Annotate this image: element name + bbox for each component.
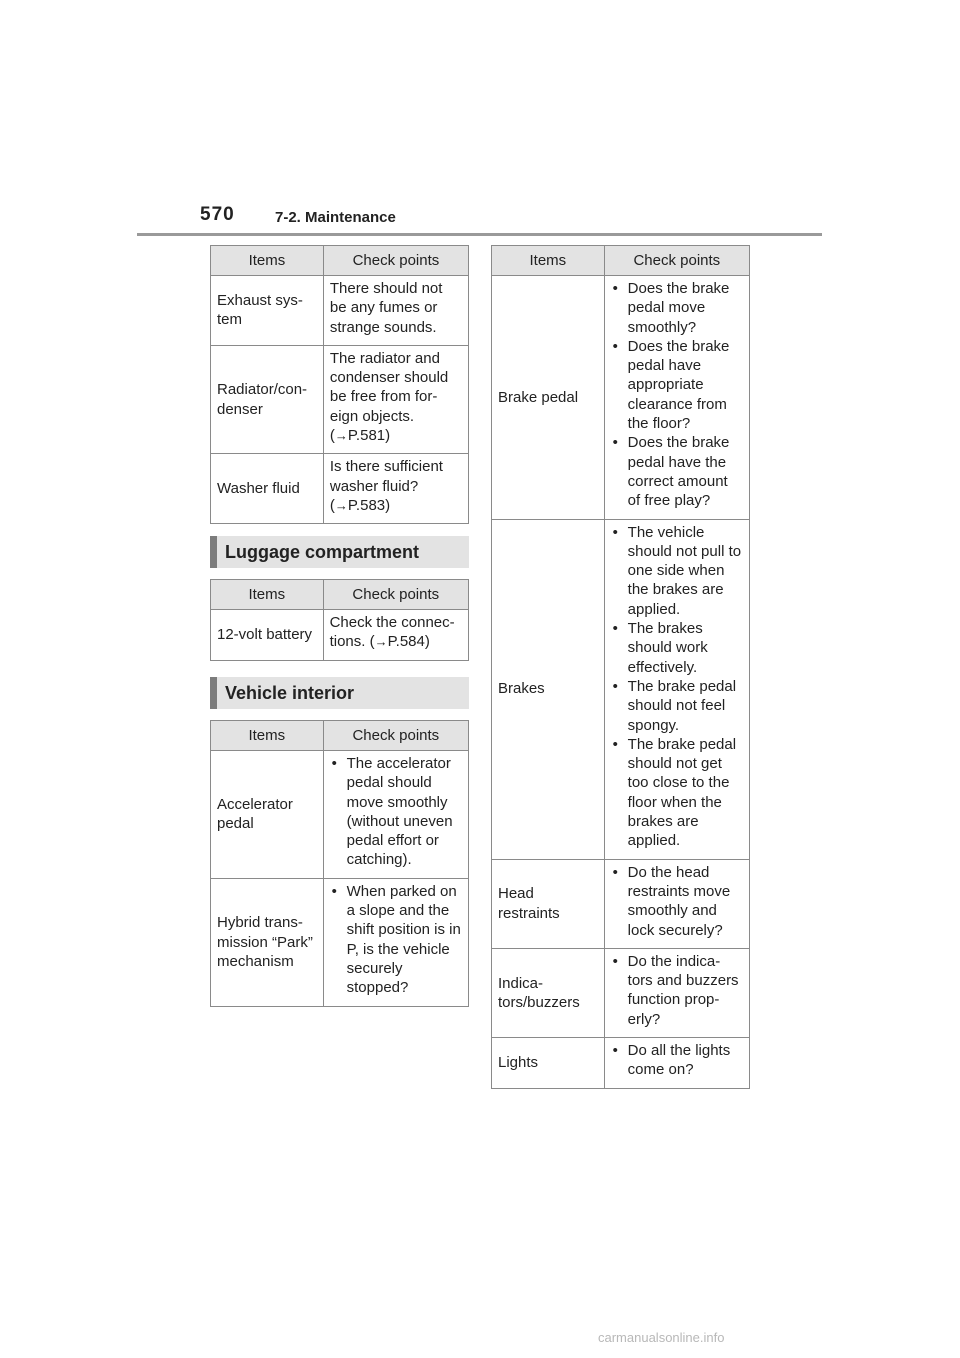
item-cell: 12-volt battery [211,610,324,661]
check-list [330,754,462,870]
check-cell [604,519,749,859]
page-number: 570 [200,204,235,225]
col-items: Items [211,246,324,276]
list-item: • The vehicle should not pull to one side when the brakes are applied. [611,523,743,619]
check-text: Check the connec-tions. [329,614,455,651]
check-cell [323,751,468,879]
check-list [611,863,743,940]
luggage-compartment-heading: Luggage compartment [210,536,469,568]
table-row [211,878,469,1006]
arrow-right-icon: → [334,428,348,444]
item-cell: Lights [492,1037,605,1088]
maintenance-table-right [491,245,750,1089]
list-item: • Does the brake pedal have the correct amount of free play? [611,433,743,510]
col-items: Items [492,246,605,276]
table-row [492,948,750,1037]
item-cell: Exhaust sys-tem [211,276,324,346]
maintenance-table-left [210,245,469,524]
list-item: • Do the indica-tors and buzzers function prop-erly? [611,952,743,1029]
table-header-row [211,246,469,276]
item-cell: Brakes [492,519,605,859]
page-reference-link[interactable]: P.584 [387,633,425,651]
table-row [492,276,750,520]
list-item: • When parked on a slope and the shift position is in P, is the vehicle securely stopped? [330,882,462,998]
watermark: carmanualsonline.info [598,1330,725,1345]
list-item: • The brakes should work effectively. [611,619,743,677]
check-cell [323,878,468,1006]
col-check-points: Check points [323,580,468,610]
col-items: Items [211,580,324,610]
arrow-right-icon: → [334,497,348,513]
check-list [611,1041,743,1080]
check-list [330,882,462,998]
col-items: Items [211,721,324,751]
table-row [492,859,750,948]
item-cell: Accelerator pedal [211,751,324,879]
table-header-row [492,246,750,276]
list-item: • The brake pedal should not get too close to the floor when the brakes are applied. [611,735,743,851]
table-row [211,610,469,661]
table-header-row [211,721,469,751]
page-reference-link[interactable]: P.581 [347,427,386,445]
check-cell: Check the connec-tions. (→P.584) [323,610,468,661]
check-list [611,952,743,1029]
check-list [611,523,743,851]
section-title: 7-2. Maintenance [275,209,396,226]
item-cell: Radiator/con-denser [211,345,324,453]
table-row [211,454,469,524]
table-row [492,1037,750,1088]
check-text: Is there sufficient washer fluid? [329,458,443,495]
list-item: • The brake pedal should not feel spongy. [611,677,743,735]
list-item: • Do the head restraints move smoothly and lock securely? [611,863,743,940]
list-item: • Does the brake pedal have appropriate clearance from the floor? [611,337,743,433]
item-cell: Brake pedal [492,276,605,520]
check-cell [604,276,749,520]
check-cell: The radiator and condenser should be free from for-eign objects. (→P.581) [323,345,468,453]
check-text: The radiator and condenser should be free from for-eign objects. [329,349,449,425]
header-rule [137,233,822,236]
list-item: • The accelerator pedal should move smoothly (without uneven pedal effort or catching). [330,754,462,870]
check-list [611,279,743,511]
check-cell: Is there sufficient washer fluid? (→P.583) [323,454,468,524]
check-cell [604,948,749,1037]
item-cell: Hybrid trans-mission “Park” mechanism [211,878,324,1006]
col-check-points: Check points [604,246,749,276]
check-cell: There should not be any fumes or strange sounds. [323,276,468,346]
luggage-table [210,579,469,661]
arrow-right-icon: → [374,634,388,650]
table-row [211,345,469,453]
page-reference-link[interactable]: P.583 [347,496,386,514]
item-cell: Indica-tors/buzzers [492,948,605,1037]
col-check-points: Check points [323,246,468,276]
check-cell [604,859,749,948]
table-row [211,751,469,879]
vehicle-interior-table [210,720,469,1007]
item-cell: Washer fluid [211,454,324,524]
list-item: • Does the brake pedal move smoothly? [611,279,743,337]
table-row [211,276,469,346]
item-cell: Head restraints [492,859,605,948]
list-item: • Do all the lights come on? [611,1041,743,1080]
check-cell [604,1037,749,1088]
table-header-row [211,580,469,610]
table-row [492,519,750,859]
col-check-points: Check points [323,721,468,751]
vehicle-interior-heading: Vehicle interior [210,677,469,709]
